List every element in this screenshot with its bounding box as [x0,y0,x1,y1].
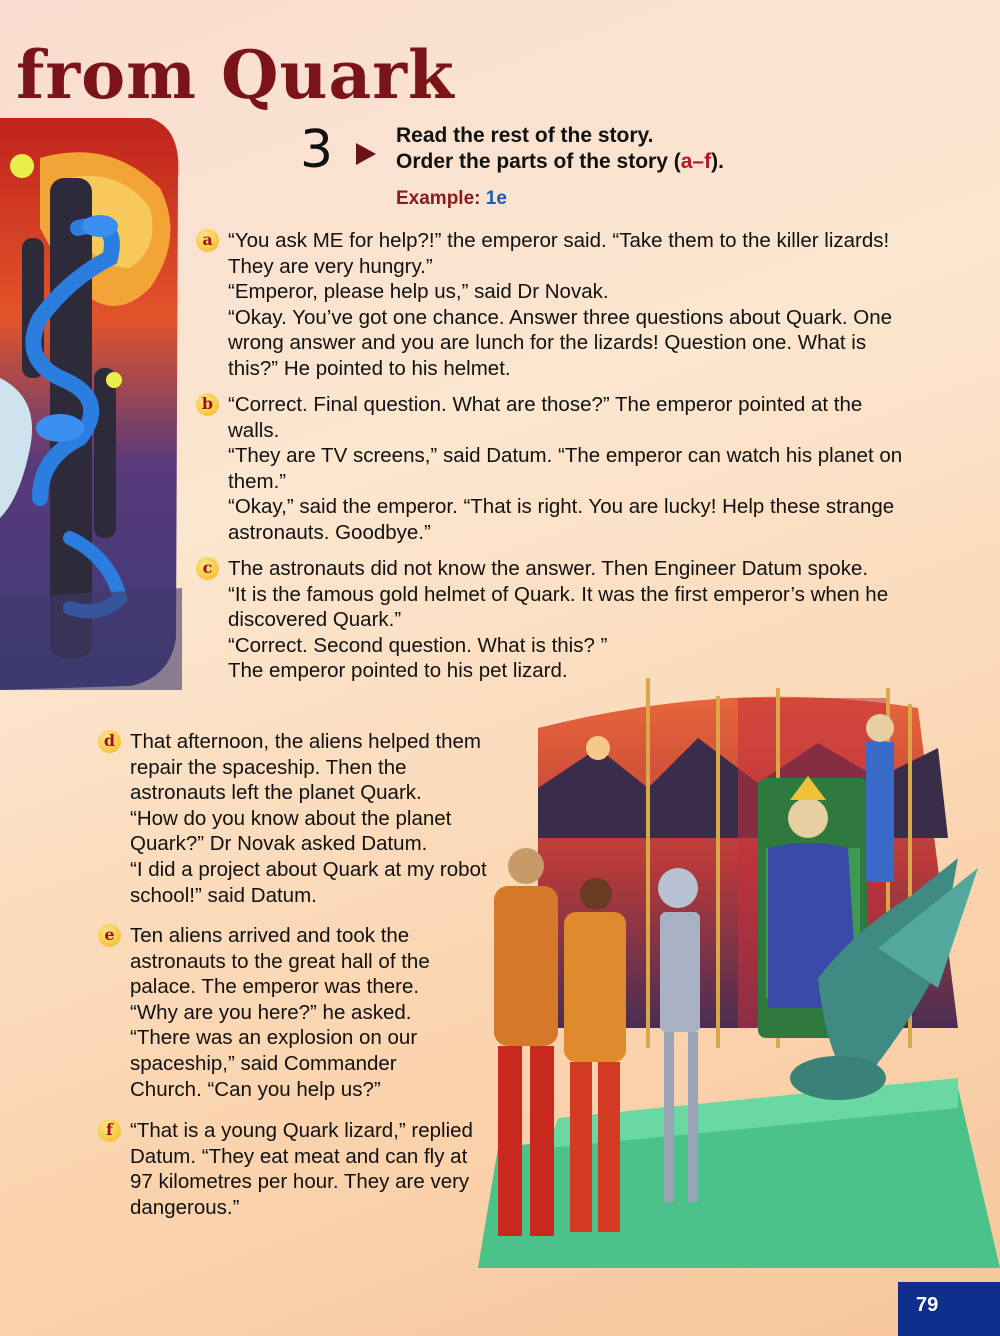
example-answer: 1e [485,188,507,209]
example [396,188,507,210]
story-line: “You ask ME for help?!” the emperor said. “Take them to the killer lizards! They are very hungry.” [228,229,890,278]
part-letter-badge: a [196,229,219,252]
story-line: “Why are you here?” he asked. [130,1000,412,1024]
story-line: “Emperor, please help us,” said Dr Novak. [228,280,609,304]
story-line: “Correct. Second question. What is this? ” [228,633,608,657]
story-line: “It is the famous gold helmet of Quark. It was the first emperor’s when he discovered Quark.” [228,582,889,632]
task-range: a–f [680,150,712,173]
story-part-f [106,1118,490,1220]
throne-room-illustration [438,668,1000,1268]
story-line: “That is a young Quark lizard,” replied Datum. “They eat meat and can fly at 97 kilometres per hour. They are very dangerous.” [130,1119,473,1219]
story-part-a [202,228,908,382]
part-letter-badge: c [196,557,219,580]
story-line: Ten aliens arrived and took the astronauts to the great hall of the palace. The emperor was there. [130,924,430,999]
task-line-2-text: Order the parts of the story ( [396,150,681,173]
task-instruction [300,120,820,188]
story-line: “Correct. Final question. What are those?” The emperor pointed at the walls. [228,393,863,442]
task-number: 3 [300,120,334,180]
story-line: “They are TV screens,” said Datum. “The emperor can watch his planet on them.” [228,444,903,493]
story-part-b [201,392,908,546]
story-part-c [202,556,908,684]
story-line: “Okay. You’ve got one chance. Answer three questions about Quark. One wrong answer and you are lunch for the lizards! Question one. What is this?” He pointed to his helmet. [228,305,893,380]
part-letter-badge: b [196,393,219,416]
story-line: The emperor pointed to his pet lizard. [228,659,568,683]
story-part-e [104,923,460,1102]
part-letter-badge: d [98,730,121,753]
story-line: The astronauts did not know the answer. Then Engineer Datum spoke. [228,557,869,580]
task-line-2 [396,150,724,174]
task-line-1: Read the rest of the story. [396,124,654,147]
story-line: “Okay,” said the emperor. “That is right. You are lucky! Help these strange astronauts. Goodbye.” [228,495,895,544]
play-arrow-icon [356,143,376,165]
example-label: Example: [396,188,481,209]
story-part-d [103,729,490,908]
story-line: “There was an explosion on our spaceship,” said Commander Church. “Can you help us?” [130,1026,418,1101]
story-line: “How do you know about the planet Quark?” Dr Novak asked Datum. [130,806,452,856]
story-line: That afternoon, the aliens helped them repair the spaceship. Then the astronauts left the planet Quark. [130,730,482,805]
part-letter-badge: e [98,924,121,947]
page-title: from Quark [16,36,455,114]
task-line-2-end: ). [711,150,724,173]
cactus-snake-illustration [0,118,182,690]
story-line: “I did a project about Quark at my robot school!” said Datum. [130,857,487,907]
part-letter-badge: f [98,1119,121,1142]
page-number: 79 [898,1282,1000,1336]
